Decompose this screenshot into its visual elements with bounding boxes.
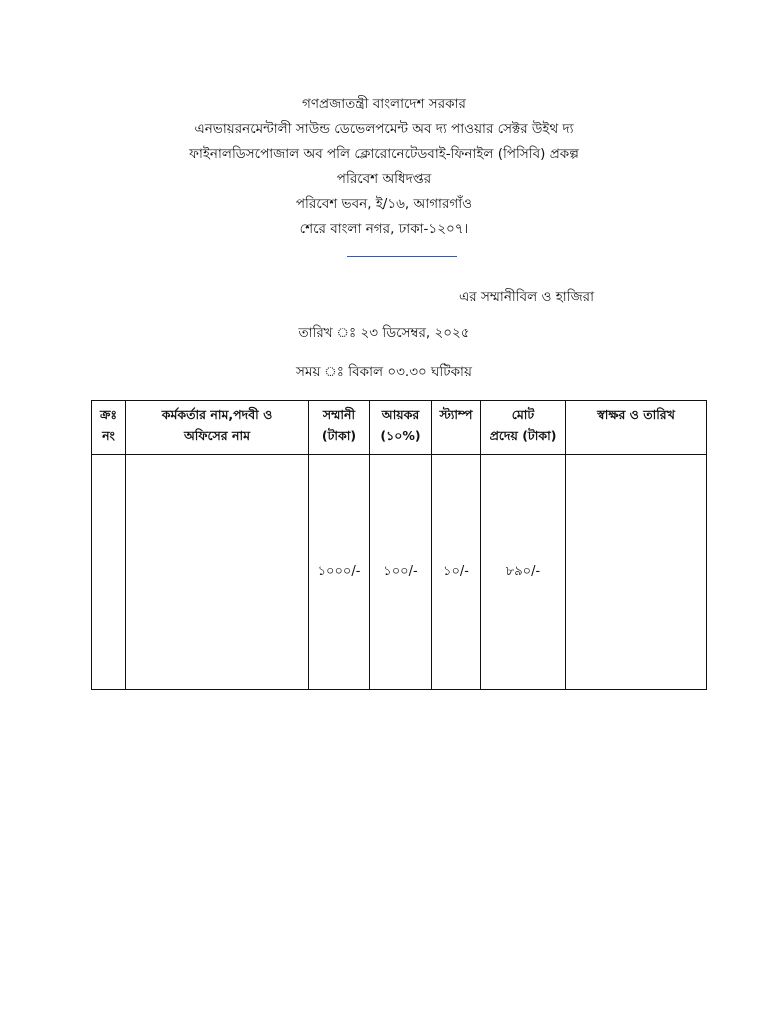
table-header-row xyxy=(92,401,707,455)
meeting-date: তারিখ ঃ ২৩ ডিসেম্বর, ২০২৫ xyxy=(298,325,470,341)
cell-total-payable: ৮৯০/- xyxy=(481,455,566,690)
column-header-officer-name: কর্মকর্তার নাম,পদবী ও অফিসের নাম xyxy=(126,401,309,455)
table-row xyxy=(92,455,707,690)
blank-link-underline[interactable] xyxy=(347,256,457,257)
column-header-honorarium: সম্মানী (টাকা) xyxy=(309,401,370,455)
honorarium-table xyxy=(91,400,707,690)
cell-stamp: ১০/- xyxy=(432,455,481,690)
document-header xyxy=(0,92,768,242)
column-header-total-payable: মোট প্রদেয় (টাকা) xyxy=(481,401,566,455)
cell-income-tax: ১০০/- xyxy=(370,455,432,690)
cell-signature-date[interactable] xyxy=(566,455,707,690)
column-header-stamp: স্ট্যাম্প xyxy=(432,401,481,455)
header-project-line-1: এনভায়রনমেন্টালী সাউন্ড ডেভেলপমেন্ট অব দ্য পাওয়ার সেক্টর উইথ দ্য xyxy=(194,121,574,137)
header-address-building: পরিবেশ ভবন, ই/১৬, আগারগাঁও xyxy=(295,196,473,212)
cell-officer-name[interactable] xyxy=(126,455,309,690)
header-department: পরিবেশ অধিদপ্তর xyxy=(336,171,432,187)
document-subtitle: এর সম্মানীবিল ও হাজিরা xyxy=(459,289,595,305)
column-header-income-tax: আয়কর (১০%) xyxy=(370,401,432,455)
cell-serial[interactable] xyxy=(92,455,126,690)
header-address-city: শেরে বাংলা নগর, ঢাকা-১২০৭। xyxy=(299,221,469,237)
column-header-serial: ক্রঃ নং xyxy=(92,401,126,455)
meeting-time: সময় ঃ বিকাল ০৩.৩০ ঘটিকায় xyxy=(296,364,472,380)
header-project-line-2: ফাইনালডিসপোজাল অব পলি ক্লোরোনেটেডবাই-ফিনাইল (পিসিবি) প্রকল্প xyxy=(189,146,579,162)
column-header-signature-date: স্বাক্ষর ও তারিখ xyxy=(566,401,707,455)
header-government: গণপ্রজাতন্ত্রী বাংলাদেশ সরকার xyxy=(302,96,466,112)
cell-honorarium: ১০০০/- xyxy=(309,455,370,690)
